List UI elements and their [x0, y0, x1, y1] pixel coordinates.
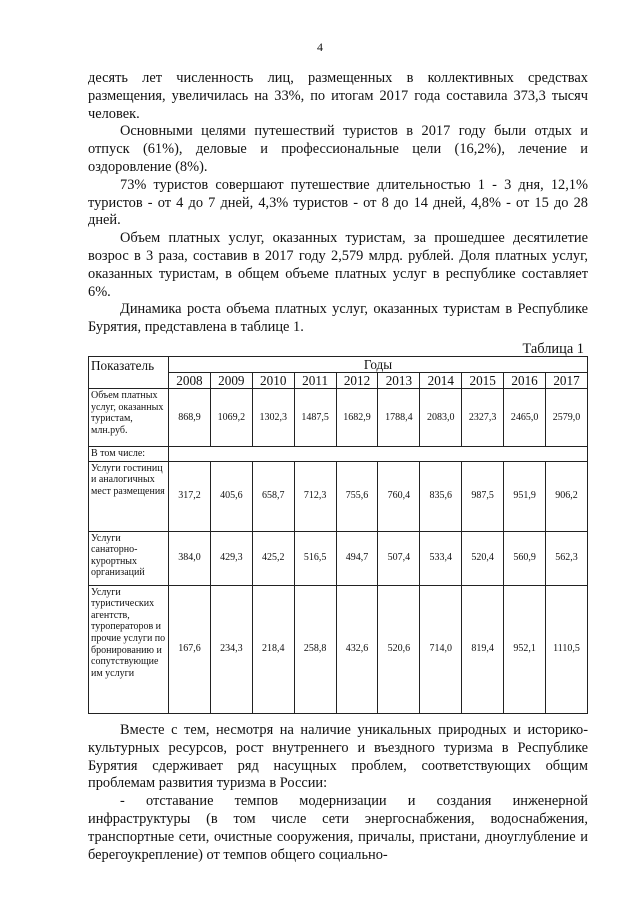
row-label: Услуги туристических агентств, туроператоров и прочие услуги по бронированию и сопутствующие им услуги	[89, 585, 169, 713]
page-number: 4	[317, 40, 323, 54]
paragraph: Динамика роста объема платных услуг, оказанных туристам в Республике Бурятия, представлена в таблице 1.	[88, 301, 588, 336]
paragraph: десять лет численность лиц, размещенных в коллективных средствах размещения, увеличилась на 33%, по итогам 2017 года составила 373,3 тысяч человек.	[88, 70, 588, 122]
row-label: Объем платных услуг, оказанных туристам, млн.руб.	[89, 389, 169, 447]
table-cell: 2465,0	[504, 389, 546, 447]
year-header: 2016	[504, 373, 546, 389]
table-cell: 1682,9	[336, 389, 378, 447]
year-header: 2012	[336, 373, 378, 389]
body-text-top	[88, 70, 588, 337]
year-header: 2009	[210, 373, 252, 389]
year-header: 2010	[252, 373, 294, 389]
table-subheader-row	[89, 447, 588, 462]
table-cell: 507,4	[378, 531, 420, 585]
year-header: 2011	[294, 373, 336, 389]
paragraph: Основными целями путешествий туристов в 2017 году были отдых и отпуск (61%), деловые и профессиональные цели (16,2%), лечение и оздоровление (8%).	[88, 123, 588, 175]
paragraph: Объем платных услуг, оказанных туристам, за прошедшее десятилетие возрос в 3 раза, составив в 2017 году 2,579 млрд. рублей. Доля платных услуг, оказанных туристам, в общем объеме платных услуг в республике составляет 6%.	[88, 230, 588, 300]
row-label: Услуги санаторно-курортных организаций	[89, 531, 169, 585]
table-cell: 1302,3	[252, 389, 294, 447]
table-cell: 405,6	[210, 461, 252, 531]
row-label: Услуги гостиниц и аналогичных мест размещения	[89, 461, 169, 531]
header-indicator: Показатель	[89, 357, 169, 389]
table-cell: 658,7	[252, 461, 294, 531]
table-row	[89, 585, 588, 713]
services-table	[88, 356, 588, 714]
paragraph: Вместе с тем, несмотря на наличие уникальных природных и историко-культурных ресурсов, рост внутреннего и въездного туризма в Республике Бурятия сдерживает ряд насущных проблем, соответствующих общим проблемам развития туризма в России:	[88, 722, 588, 792]
table-cell: 494,7	[336, 531, 378, 585]
table-cell: 987,5	[462, 461, 504, 531]
empty-cell	[169, 447, 588, 462]
paragraph: 73% туристов совершают путешествие длительностью 1 - 3 дня, 12,1% туристов - от 4 до 7 дней, 4,3% туристов - от 8 до 14 дней, 4,8% - от 15 до 28 дней.	[88, 176, 588, 229]
table-row	[89, 531, 588, 585]
table-cell: 760,4	[378, 461, 420, 531]
table-cell: 868,9	[169, 389, 211, 447]
table-cell: 906,2	[546, 461, 588, 531]
year-header: 2008	[169, 373, 211, 389]
table-cell: 167,6	[169, 585, 211, 713]
table-cell: 234,3	[210, 585, 252, 713]
year-header: 2013	[378, 373, 420, 389]
year-header: 2015	[462, 373, 504, 389]
table-cell: 712,3	[294, 461, 336, 531]
table-cell: 429,3	[210, 531, 252, 585]
table-cell: 2083,0	[420, 389, 462, 447]
table-cell: 755,6	[336, 461, 378, 531]
table-cell: 2579,0	[546, 389, 588, 447]
table-cell: 560,9	[504, 531, 546, 585]
table-row	[89, 461, 588, 531]
subheader-label: В том числе:	[89, 447, 169, 462]
table-cell: 520,4	[462, 531, 504, 585]
table-cell: 317,2	[169, 461, 211, 531]
table-cell: 425,2	[252, 531, 294, 585]
year-header: 2017	[546, 373, 588, 389]
table-cell: 951,9	[504, 461, 546, 531]
table-cell: 819,4	[462, 585, 504, 713]
table-cell: 520,6	[378, 585, 420, 713]
table-caption: Таблица 1	[522, 341, 584, 357]
table-cell: 562,3	[546, 531, 588, 585]
table-cell: 516,5	[294, 531, 336, 585]
year-header: 2014	[420, 373, 462, 389]
table-cell: 533,4	[420, 531, 462, 585]
table-cell: 714,0	[420, 585, 462, 713]
table-row	[89, 389, 588, 447]
table-cell: 1069,2	[210, 389, 252, 447]
header-years: Годы	[169, 357, 588, 373]
table-cell: 835,6	[420, 461, 462, 531]
paragraph: - отставание темпов модернизации и создания инженерной инфраструктуры (в том числе сети энергоснабжения, водоснабжения, транспортные сети, очистные сооружения, причалы, пристани, дноуглубление и берегоукрепление) от темпов общего социально-	[88, 793, 588, 863]
table-cell: 952,1	[504, 585, 546, 713]
table-cell: 2327,3	[462, 389, 504, 447]
table-cell: 258,8	[294, 585, 336, 713]
table-cell: 218,4	[252, 585, 294, 713]
table-cell: 1487,5	[294, 389, 336, 447]
table-header-row	[89, 357, 588, 373]
table-cell: 384,0	[169, 531, 211, 585]
table-cell: 1110,5	[546, 585, 588, 713]
table-cell: 1788,4	[378, 389, 420, 447]
table-cell: 432,6	[336, 585, 378, 713]
body-text-bottom	[88, 722, 588, 864]
